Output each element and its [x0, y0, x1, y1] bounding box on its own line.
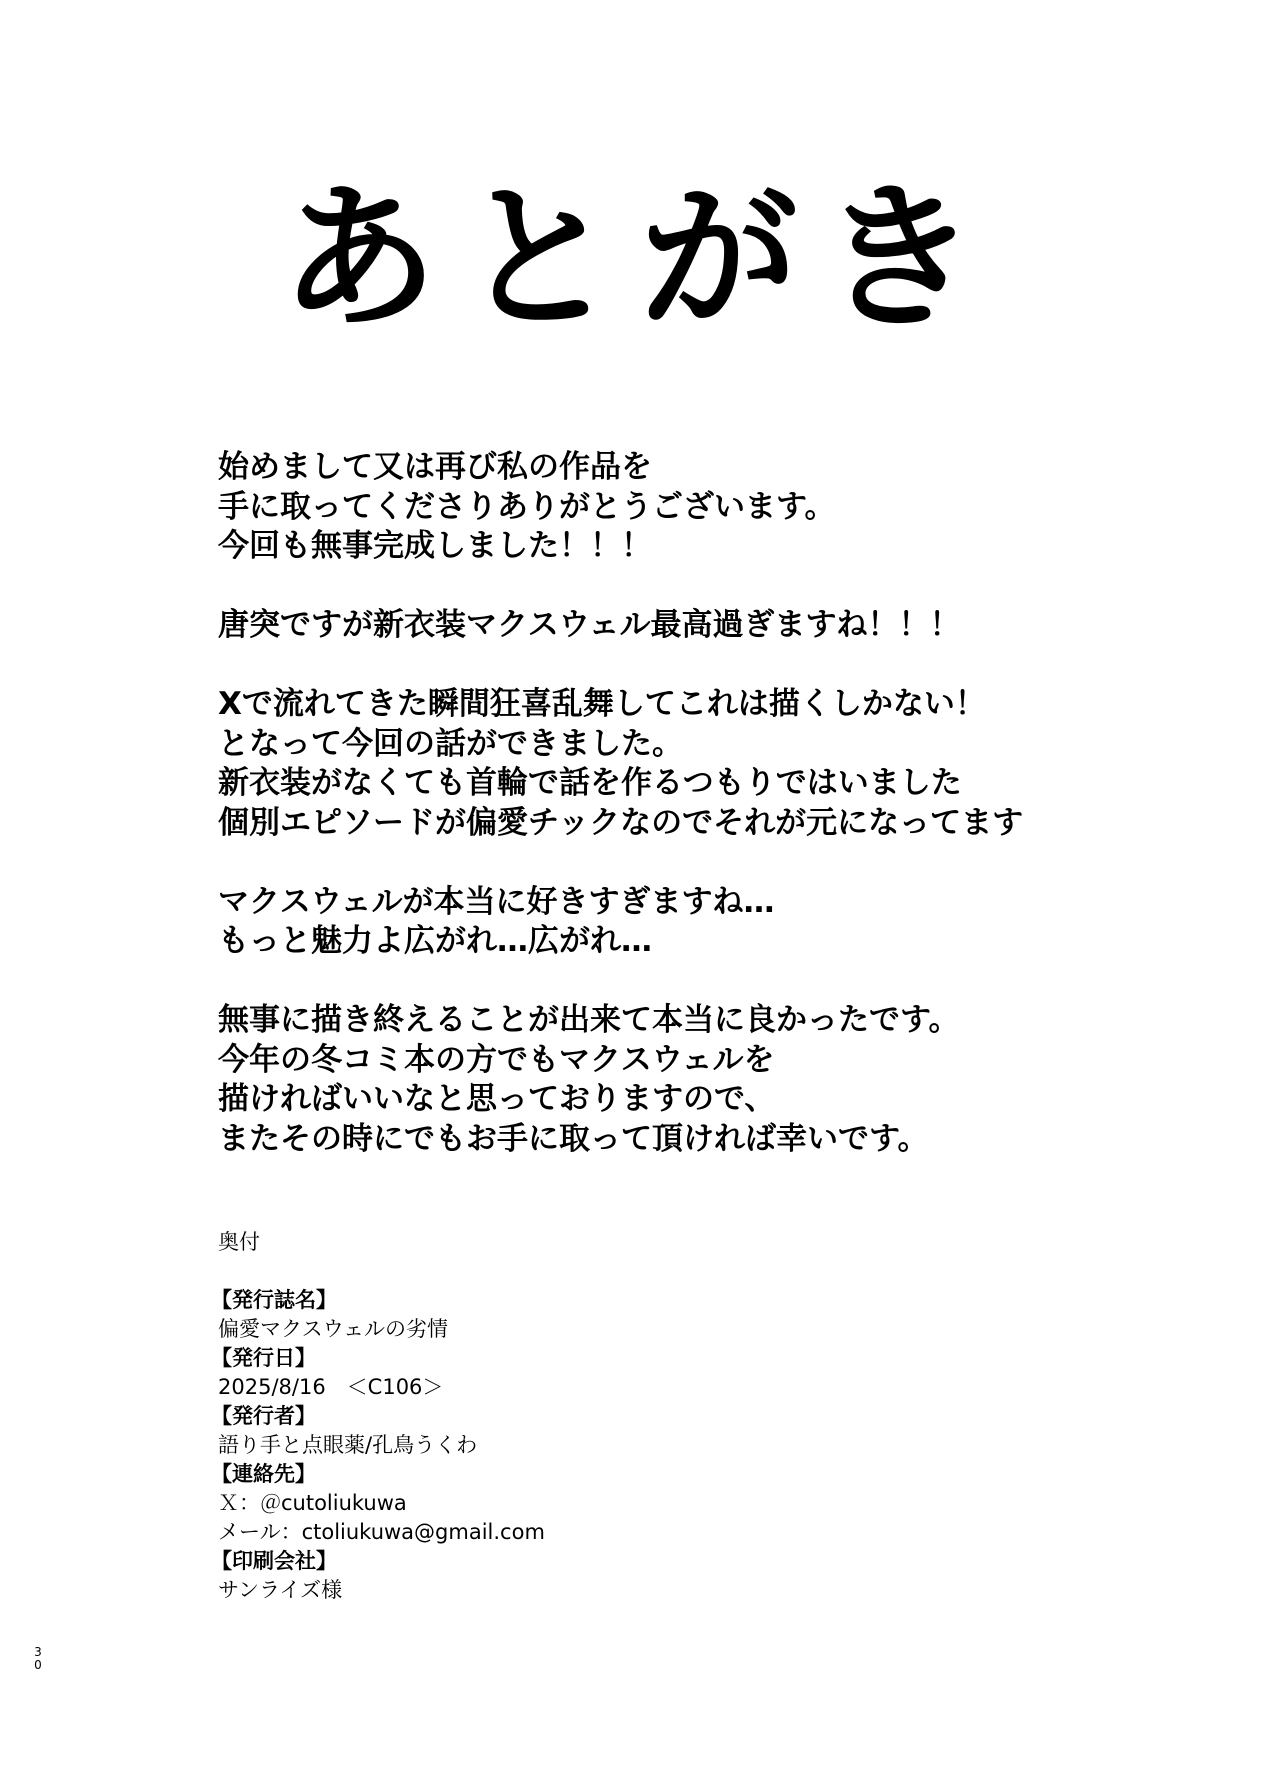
text-line: 唐突ですが新衣装マクスウェル最高過ぎますね！！！	[218, 607, 961, 643]
paragraph	[218, 606, 1218, 646]
printer-value: サンライズ様	[218, 1578, 343, 1602]
publisher-value: 語り手と点眼薬/孔鳥うくわ	[218, 1433, 478, 1457]
text-line: 無事に描き終えることが出来て本当に良かったです。	[218, 1002, 960, 1038]
paragraph	[218, 448, 1218, 567]
publication-title-label: 【発行誌名】	[211, 1288, 337, 1312]
publication-date-label: 【発行日】	[211, 1346, 316, 1370]
text-line: 個別エピソードが偏愛チックなのでそれが元になってます	[218, 804, 1024, 841]
text-line: Xで流れてきた瞬間狂喜乱舞してこれは描くしかない！	[218, 686, 986, 722]
printer-label: 【印刷会社】	[211, 1549, 337, 1573]
publication-date-value: 2025/8/16 ＜C106＞	[218, 1375, 444, 1399]
publication-title-value: 偏愛マクスウェルの劣情	[218, 1317, 448, 1341]
text-line: 新衣装がなくても首輪で話を作るつもりではいました	[218, 765, 962, 801]
afterword-body	[218, 448, 1218, 1159]
text-line: もっと魅力よ広がれ…広がれ…	[218, 923, 652, 959]
contact-label: 【連絡先】	[211, 1462, 316, 1486]
text-line: 始めまして又は再び私の作品を	[218, 449, 652, 485]
paragraph	[218, 883, 1218, 962]
publisher-label: 【発行者】	[211, 1404, 316, 1428]
colophon	[211, 1228, 1018, 1605]
text-line: マクスウェルが本当に好きすぎますね…	[218, 883, 775, 920]
contact-x-account: Ｘ：＠cutoliukuwa	[218, 1491, 407, 1515]
paragraph	[218, 1001, 1218, 1159]
text-line: またその時にでもお手に取って頂ければ幸いです。	[218, 1120, 929, 1157]
colophon-heading: 奥付	[218, 1230, 260, 1254]
text-line: 手に取ってくださりありがとうございます。	[218, 488, 836, 525]
contact-email: メール：ctoliukuwa@gmail.com	[218, 1520, 545, 1544]
page-title: あとがき	[280, 166, 1000, 351]
paragraph	[218, 685, 1218, 843]
text-line: 今年の冬コミ本の方でもマクスウェルを	[218, 1041, 775, 1078]
text-line: 今回も無事完成しました！！！	[218, 528, 652, 564]
text-line: となって今回の話ができました。	[218, 725, 683, 762]
page-number: 30	[34, 1645, 42, 1672]
text-line: 描ければいいなと思っておりますので、	[218, 1081, 776, 1117]
